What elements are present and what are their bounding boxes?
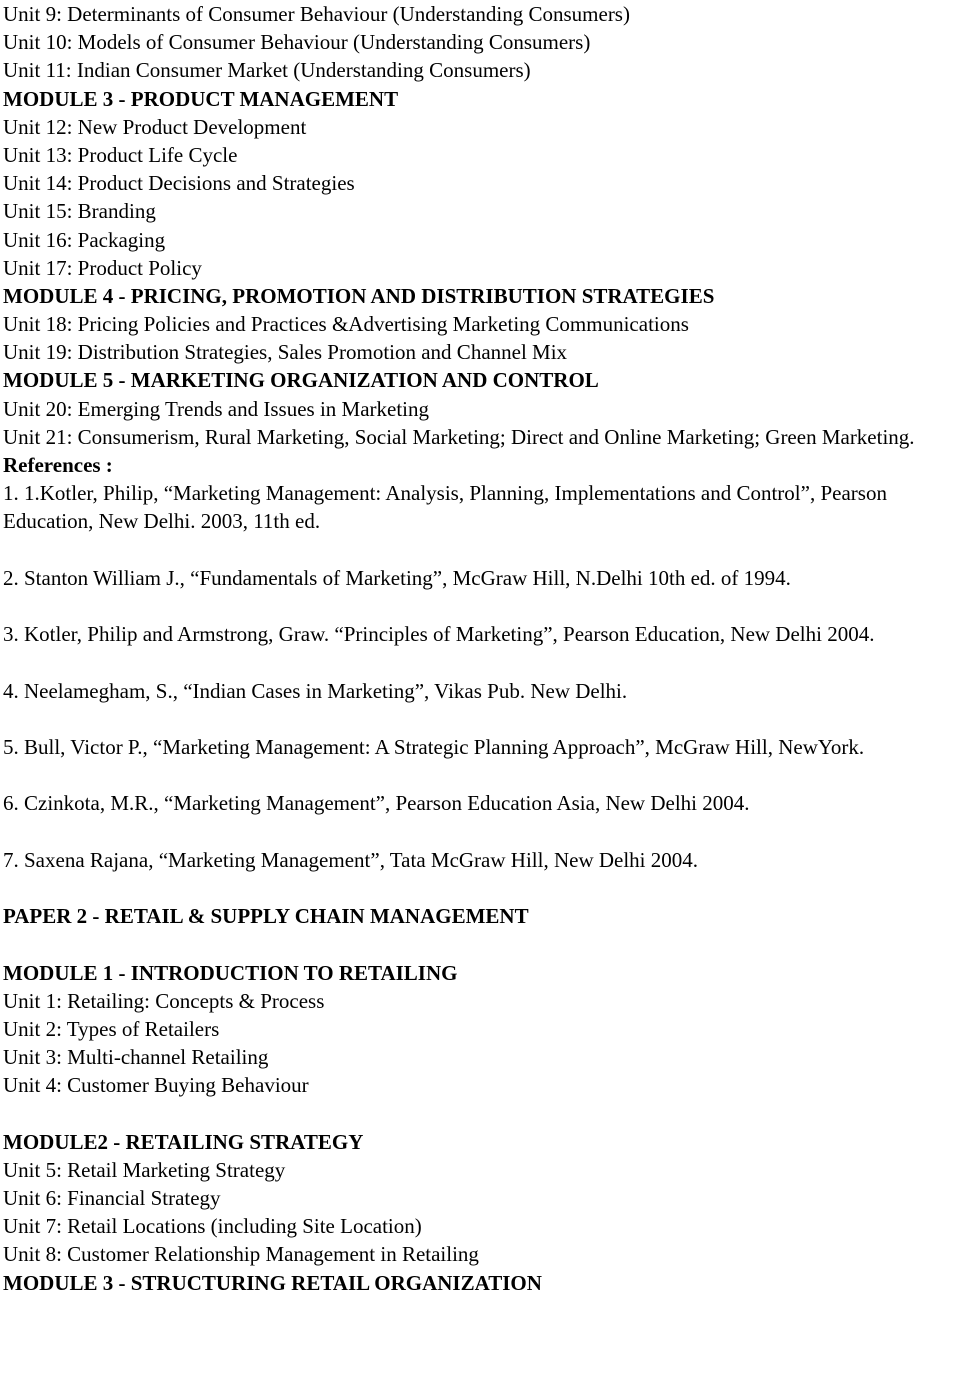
module-2-section [3,1128,958,1297]
module-1-section [3,959,958,1100]
reference-item: 1. 1.Kotler, Philip, “Marketing Management: Analysis, Planning, Implementations and Control”, Pearson Education, New Delhi. 2003, 11th ed. [3,481,887,534]
unit-line: Unit 11: Indian Consumer Market (Understanding Consumers) [3,58,531,83]
unit-line: Unit 12: New Product Development [3,114,307,139]
unit-line: Unit 4: Customer Buying Behaviour [3,1073,309,1098]
unit-line: Unit 20: Emerging Trends and Issues in Marketing [3,396,430,421]
unit-line: Unit 5: Retail Marketing Strategy [3,1157,286,1182]
syllabus-block-1 [3,0,958,451]
reference-item: 3. Kotler, Philip and Armstrong, Graw. “Principles of Marketing”, Pearson Education, New Delhi 2004. [3,622,875,647]
paper-title: PAPER 2 - RETAIL & SUPPLY CHAIN MANAGEMENT [3,904,529,929]
unit-line: Unit 2: Types of Retailers [3,1016,220,1041]
module-heading: MODULE 4 - PRICING, PROMOTION AND DISTRIBUTION STRATEGIES [3,283,715,308]
unit-line: Unit 8: Customer Relationship Management in Retailing [3,1242,479,1267]
document-page [3,0,958,1297]
unit-line: Unit 18: Pricing Policies and Practices &Advertising Marketing Communications [3,312,689,337]
reference-item: 5. Bull, Victor P., “Marketing Management: A Strategic Planning Approach”, McGraw Hill, NewYork. [3,734,865,759]
references-heading: References : [3,453,113,478]
unit-line: Unit 3: Multi-channel Retailing [3,1045,269,1070]
unit-line: Unit 14: Product Decisions and Strategies [3,171,355,196]
reference-item: 6. Czinkota, M.R., “Marketing Management”, Pearson Education Asia, New Delhi 2004. [3,791,750,816]
unit-line: Unit 9: Determinants of Consumer Behaviour (Understanding Consumers) [3,2,630,26]
unit-line: Unit 1: Retailing: Concepts & Process [3,988,325,1013]
unit-line: Unit 6: Financial Strategy [3,1186,221,1211]
unit-line: Unit 7: Retail Locations (including Site Location) [3,1214,422,1239]
module-heading: MODULE 3 - STRUCTURING RETAIL ORGANIZATION [3,1270,542,1295]
references-list [3,479,958,874]
unit-line: Unit 16: Packaging [3,227,166,252]
unit-line: Unit 21: Consumerism, Rural Marketing, Social Marketing; Direct and Online Marketing; Green Marketing. [3,424,915,449]
module-heading: MODULE2 - RETAILING STRATEGY [3,1129,364,1154]
unit-line: Unit 13: Product Life Cycle [3,142,238,167]
unit-line: Unit 17: Product Policy [3,255,202,280]
module-heading: MODULE 3 - PRODUCT MANAGEMENT [3,86,399,111]
module-heading: MODULE 5 - MARKETING ORGANIZATION AND CONTROL [3,368,599,393]
unit-line: Unit 19: Distribution Strategies, Sales Promotion and Channel Mix [3,340,568,365]
reference-item: 2. Stanton William J., “Fundamentals of Marketing”, McGraw Hill, N.Delhi 10th ed. of 1994. [3,565,791,590]
unit-line: Unit 10: Models of Consumer Behaviour (Understanding Consumers) [3,30,591,55]
reference-item: 7. Saxena Rajana, “Marketing Management”, Tata McGraw Hill, New Delhi 2004. [3,847,699,872]
reference-item: 4. Neelamegham, S., “Indian Cases in Marketing”, Vikas Pub. New Delhi. [3,678,628,703]
unit-line: Unit 15: Branding [3,199,156,224]
module-heading: MODULE 1 - INTRODUCTION TO RETAILING [3,960,458,985]
